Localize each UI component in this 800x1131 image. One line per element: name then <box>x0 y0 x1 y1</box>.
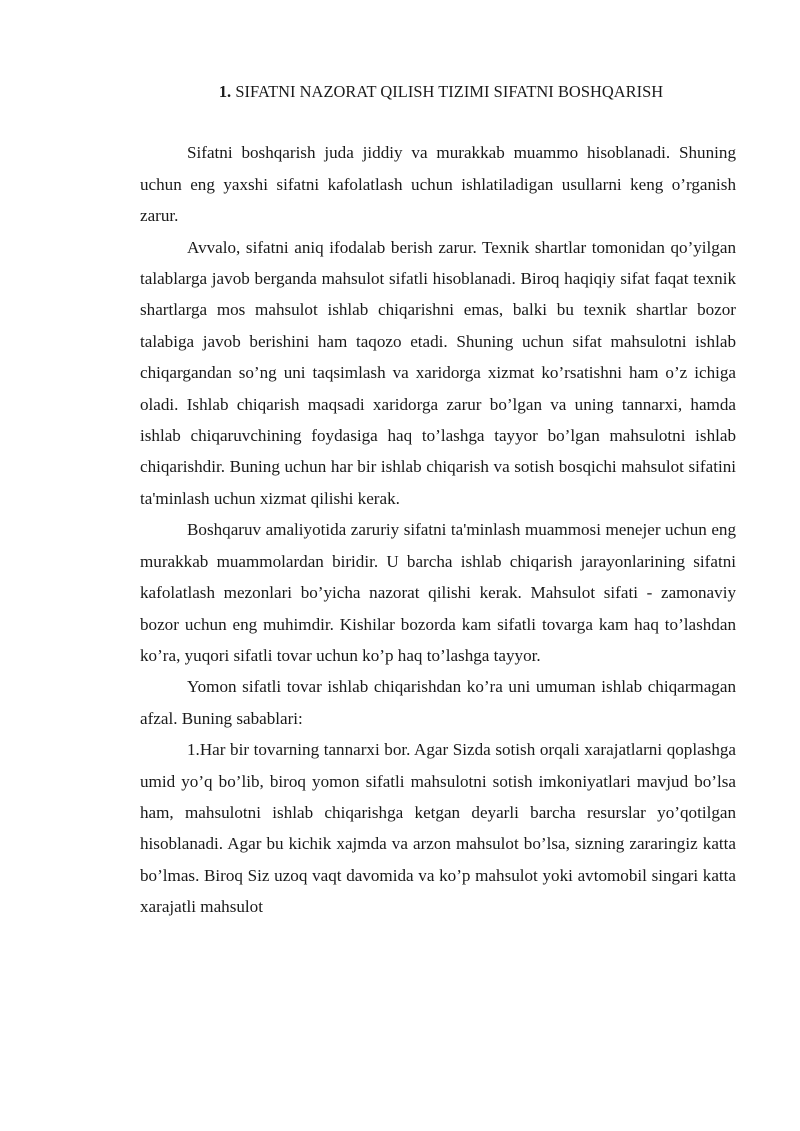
paragraph-management: Boshqaruv amaliyotida zaruriy sifatni ta'minlash muammosi menejer uchun eng murakkab muammolardan biridir. U barcha ishlab chiqarish jarayonlarining sifatni kafolatlash mezonlari bo’yicha nazorat qilishi kerak. Mahsulot sifati - zamonaviy bozor uchun eng muhimdir. Kishilar bozorda kam sifatli tovarga kam haq to’lashdan ko’ra, yuqori sifatli tovar uchun ko’p haq to’lashga tayyor. <box>140 520 736 665</box>
paragraph-reasons-intro: Yomon sifatli tovar ishlab chiqarishdan ko’ra uni umuman ishlab chiqarmagan afzal. Buning sabablari: <box>140 677 736 728</box>
section-heading <box>140 76 736 107</box>
document-body <box>140 76 736 923</box>
section-title: SIFATNI NAZORAT QILISH TIZIMI SIFATNI BOSHQARISH <box>235 82 664 101</box>
paragraph-definition: Avvalo, sifatni aniq ifodalab berish zarur. Texnik shartlar tomonidan qo’yilgan talablarga javob berganda mahsulot sifatli hisoblanadi. Biroq haqiqiy sifat faqat texnik shartlarga mos mahsulot ishlab chiqarishni emas, balki bu texnik shartlar bozor talabiga javob berishini ham taqozo etadi. Shuning uchun sifat mahsulotni ishlab chiqargandan so’ng uni taqsimlash va xaridorga xizmat ko’rsatishni ham o’z ichiga oladi. Ishlab chiqarish maqsadi xaridorga zarur bo’lgan va uning tannarxi, hamda ishlab chiqaruvchining foydasiga haq to’lashga tayyor bo’lgan mahsulotni ishlab chiqarishdir. Buning uchun har bir ishlab chiqarish va sotish bosqichi mahsulot sifatini ta'minlash uchun xizmat qilishi kerak. <box>140 237 736 508</box>
paragraph-intro: Sifatni boshqarish juda jiddiy va murakkab muammo hisoblanadi. Shuning uchun eng yaxshi sifatni kafolatlash uchun ishlatiladigan usullarni keng o’rganish zarur. <box>140 143 736 226</box>
paragraph-reason-1: 1.Har bir tovarning tannarxi bor. Agar Sizda sotish orqali xarajatlarni qoplashga umid yo’q bo’lib, biroq yomon sifatli mahsulotni sotish imkoniyatlari mavjud bo’lsa ham, mahsulotni ishlab chiqarishga ketgan deyarli barcha resurslar yo’qotilgan hisoblanadi. Agar bu kichik xajmda va arzon mahsulot bo’lsa, sizning zararingiz katta bo’lmas. Biroq Siz uzoq vaqt davomida va ko’p mahsulot yoki avtomobil singari katta xarajatli mahsulot <box>140 740 736 917</box>
section-number: 1. <box>218 82 232 101</box>
